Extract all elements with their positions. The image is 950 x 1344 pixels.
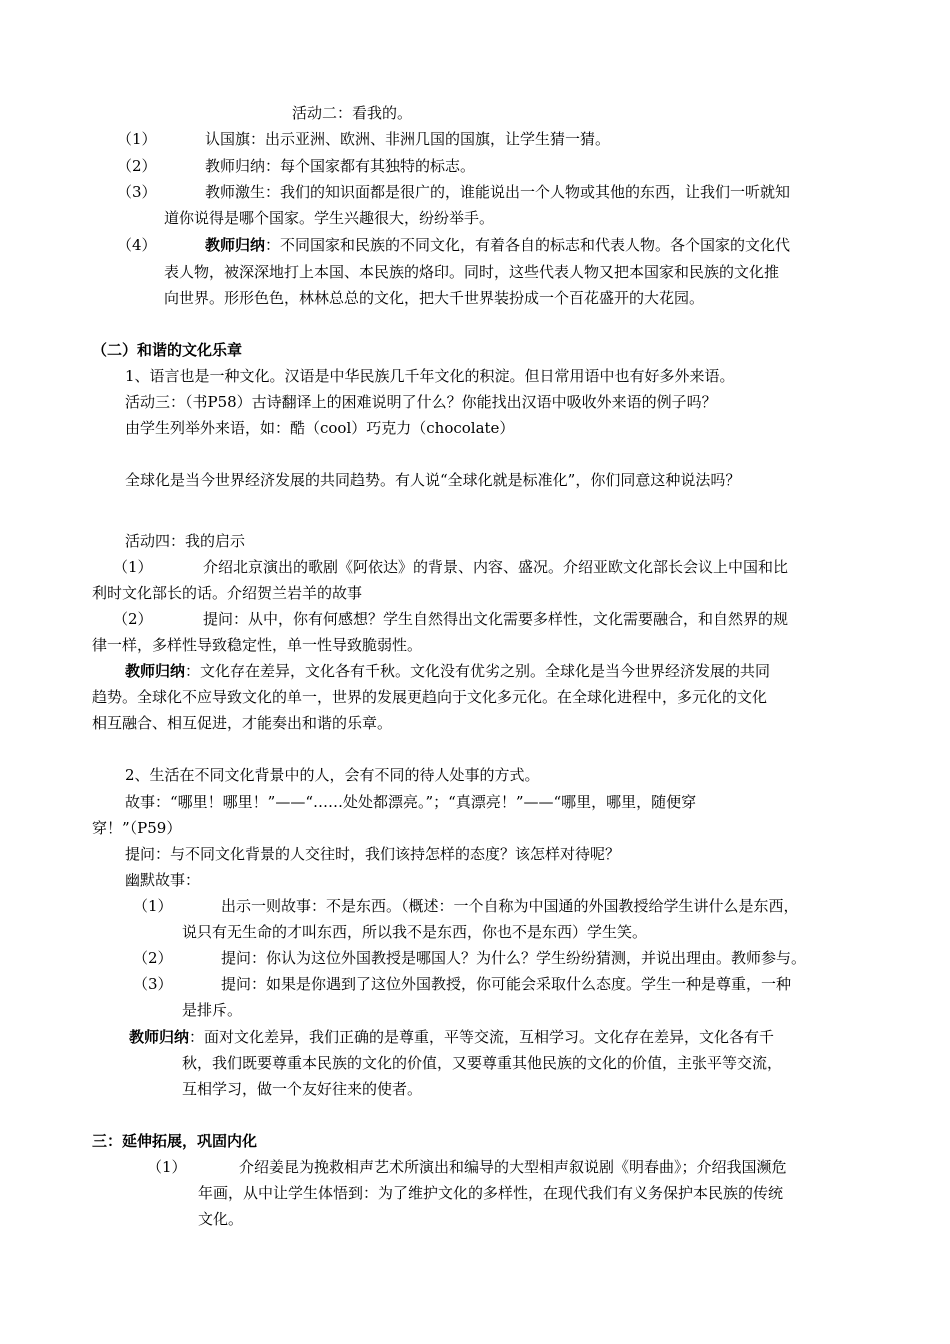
activity4-title: 活动四：我的启示 — [125, 532, 246, 550]
item-text: 向世界。形形色色，林林总总的文化，把大千世界装扮成一个百花盛开的大花园。 — [164, 289, 705, 307]
item-number: （1） — [113, 558, 153, 576]
item-text: 提问：从中，你有何感想？学生自然得出文化需要多样性，文化需要融合，和自然界的规 — [203, 610, 789, 628]
item-text: 提问：如果是你遇到了这位外国教授，你可能会采取什么态度。学生一种是尊重，一种 — [221, 975, 792, 993]
item-text: 提问：你认为这位外国教授是哪国人？为什么？学生纷纷猜测，并说出理由。教师参与。 — [221, 949, 807, 967]
teacher-summary-text: ：文化存在差异，文化各有千秋。文化没有优劣之别。全球化是当今世界经济发展的共同 — [185, 662, 771, 680]
item-number: （1） — [133, 897, 173, 915]
item-text: 介绍北京演出的歌剧《阿依达》的背景、内容、盛况。介绍亚欧文化部长会议上中国和比 — [203, 558, 789, 576]
item-text: 教师激生：我们的知识面都是很广的，谁能说出一个人物或其他的东西，让我们一听就知 — [205, 183, 791, 201]
teacher-summary-text: 互相学习，做一个友好往来的使者。 — [182, 1080, 423, 1098]
teacher-summary — [129, 1027, 774, 1047]
item-text: 认国旗：出示亚洲、欧洲、非洲几国的国旗，让学生猜一猜。 — [205, 130, 611, 148]
item-number: （1） — [147, 1158, 187, 1176]
paragraph: 活动三：（书P58）古诗翻译上的困难说明了什么？你能找出汉语中吸收外来语的例子吗？ — [125, 393, 717, 411]
item-text: 表人物，被深深地打上本国、本民族的烙印。同时，这些代表人物又把本国家和民族的文化推 — [164, 263, 780, 281]
activity2-title: 活动二：看我的。 — [292, 104, 413, 122]
teacher-summary-label: 教师归纳 — [129, 1028, 190, 1046]
item-number: （2） — [133, 949, 173, 967]
teacher-summary-text: ：面对文化差异，我们正确的是尊重，平等交流，互相学习。文化存在差异，文化各有千 — [189, 1028, 775, 1046]
section-heading: （二）和谐的文化乐章 — [92, 341, 243, 359]
paragraph: 2、生活在不同文化背景中的人，会有不同的待人处事的方式。 — [125, 766, 540, 784]
paragraph: 由学生列举外来语，如：酷（cool）巧克力（chocolate） — [125, 419, 515, 437]
paragraph: 提问：与不同文化背景的人交往时，我们该持怎样的态度？该怎样对待呢？ — [125, 845, 621, 863]
item-number: （2） — [113, 610, 153, 628]
teacher-summary-text: 秋，我们既要尊重本民族的文化的价值，又要尊重其他民族的文化的价值，主张平等交流， — [182, 1054, 783, 1072]
section-heading: 三：延伸拓展，巩固内化 — [92, 1132, 258, 1150]
paragraph: 1、语言也是一种文化。汉语是中华民族几千年文化的积淀。但日常用语中也有好多外来语。 — [125, 367, 735, 385]
item-text: 律一样，多样性导致稳定性，单一性导致脆弱性。 — [92, 636, 423, 654]
item-text-rest: ：不同国家和民族的不同文化，有着各自的标志和代表人物。各个国家的文化代 — [265, 236, 791, 254]
paragraph: 全球化是当今世界经济发展的共同趋势。有人说“全球化就是标准化”，你们同意这种说法吗？ — [125, 471, 741, 489]
teacher-summary-text: 相互融合、相互促进，才能奏出和谐的乐章。 — [92, 714, 393, 732]
item-text: 文化。 — [198, 1210, 244, 1228]
item-text: 利时文化部长的话。介绍贺兰岩羊的故事 — [92, 584, 363, 602]
humor-title: 幽默故事： — [125, 871, 201, 889]
item-text — [205, 235, 790, 255]
teacher-summary — [125, 661, 770, 681]
story-text: 穿！”（P59） — [92, 819, 182, 837]
item-text: 出示一则故事：不是东西。（概述：一个自称为中国通的外国教授给学生讲什么是东西， — [221, 897, 799, 915]
teacher-summary-label: 教师归纳 — [125, 662, 186, 680]
item-text: 道你说得是哪个国家。学生兴趣很大，纷纷举手。 — [164, 209, 495, 227]
item-text: 介绍姜昆为挽救相声艺术所演出和编导的大型相声叙说剧《明春曲》；介绍我国濒危 — [239, 1158, 787, 1176]
item-number: （3） — [133, 975, 173, 993]
item-number: （3） — [117, 183, 157, 201]
item-text: 年画，从中让学生体悟到：为了维护文化的多样性，在现代我们有义务保护本民族的传统 — [198, 1184, 784, 1202]
item-text: 说只有无生命的才叫东西，所以我不是东西，你也不是东西）学生笑。 — [182, 923, 648, 941]
item-text: 是排斥。 — [182, 1001, 243, 1019]
item-number: （2） — [117, 157, 157, 175]
teacher-summary-label: 教师归纳 — [205, 236, 266, 254]
item-number: （1） — [117, 130, 157, 148]
item-number: （4） — [117, 236, 157, 254]
teacher-summary-text: 趋势。全球化不应导致文化的单一，世界的发展更趋向于文化多元化。在全球化进程中，多元化的文化 — [92, 688, 768, 706]
story-text: 故事：“哪里！哪里！”——“……处处都漂亮。”；“真漂亮！”——“哪里，哪里，随便穿 — [125, 793, 697, 811]
item-text: 教师归纳：每个国家都有其独特的标志。 — [205, 157, 476, 175]
